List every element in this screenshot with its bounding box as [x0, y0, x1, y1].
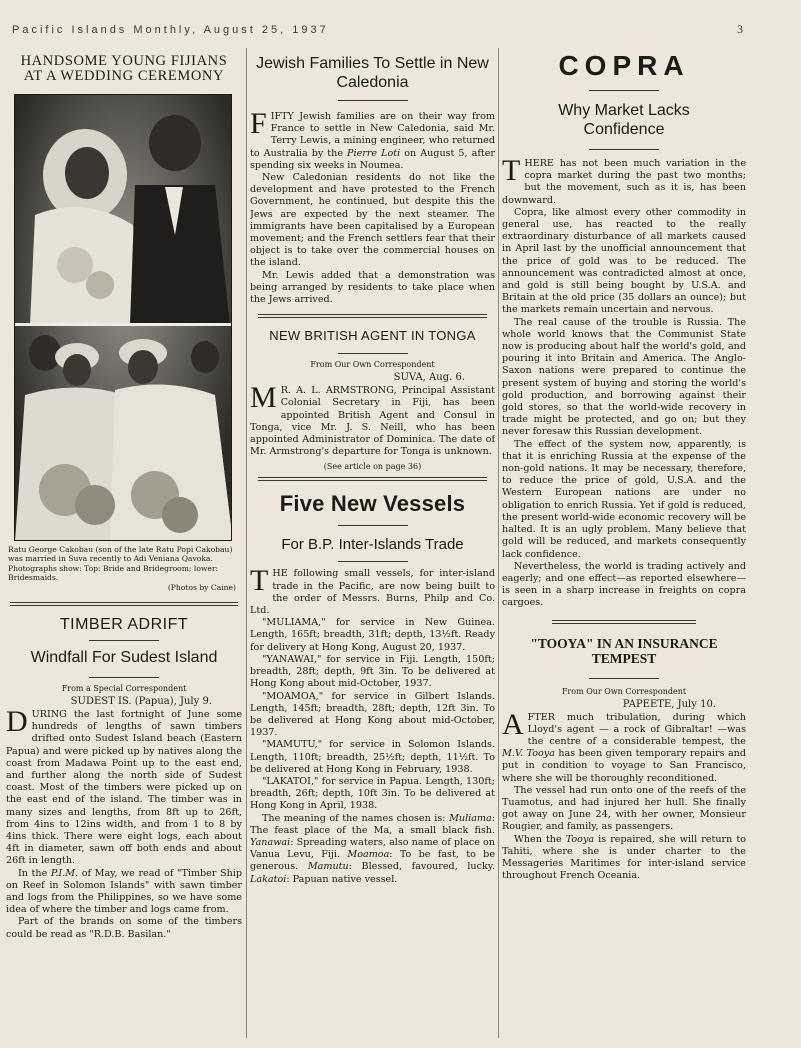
vessel-name: Lakatoi — [250, 873, 287, 885]
ship-name: M.V. Tooya — [502, 748, 555, 760]
headline-rule — [338, 525, 408, 526]
jewish-paragraph — [250, 107, 495, 172]
vessels-subhead: For B.P. Inter-Islands Trade — [281, 536, 464, 554]
tooya-byline: From Our Own Correspondent — [561, 686, 687, 696]
page-number: 3 — [737, 22, 743, 36]
vessels-paragraph: "MULIAMA," for service in New Guinea. Length, 165ft; breadth, 31ft; depth, 13½ft. Ready for delivery at Hong Kong, August 20, 1937. — [250, 617, 495, 653]
tooya-headline: "TOOYA" IN AN INSURANCE TEMPEST — [530, 635, 718, 666]
section-divider — [10, 602, 238, 606]
timber-paragraph — [6, 705, 242, 868]
agent-dateline: SUVA, Aug. 6. — [393, 372, 465, 384]
paragraph-text: When the — [514, 833, 566, 845]
paragraph-text: FTER much tribulation, during which Lloyd's agent — a rock of Gibraltar! —was the centre of a considerable tempest, the — [527, 711, 746, 747]
paragraph-text: is repaired, she will return to Tahiti, where she is under charter to the Messageries Maritimes for inter-island service throughout French Oceania. — [502, 833, 746, 882]
timber-headline: TIMBER ADRIFT — [59, 616, 189, 634]
column-1 — [6, 48, 242, 1044]
vessel-name: Yanawai — [250, 836, 291, 848]
drop-cap: D — [6, 705, 28, 739]
agent-headline: NEW BRITISH AGENT IN TONGA — [269, 328, 476, 344]
tooya-paragraph — [502, 707, 746, 785]
vessels-paragraph: "MAMUTU," for service in Solomon Islands. Length, 110ft; breadth, 25½ft; depth, 11½ft. To be delivered at Hong Kong in February, 1938. — [250, 739, 495, 775]
tooya-paragraph: The vessel had run onto one of the reefs of the Tuamotus, and had injured her hull. She finally got away on June 24, with her owner, Monsieur Rougier, and family, as passengers. — [502, 784, 746, 833]
photo-headline-line: HANDSOME YOUNG FIJIANS — [20, 53, 228, 69]
copra-subhead: Why Market Lacks Confidence — [558, 102, 690, 138]
paragraph-text: : Papuan native vessel. — [286, 873, 398, 885]
headline-rule — [89, 640, 159, 641]
vessels-paragraph — [250, 813, 495, 886]
ship-name: Pierre Loti — [347, 147, 401, 159]
paragraph-text: : To be fast, to be generous. — [250, 849, 495, 873]
vessels-paragraph: "LAKATOI," for service in Papua. Length, 130ft; breadth, 26ft; depth, 10ft 3in. To be delivered at Hong Kong in April, 1938. — [250, 775, 495, 812]
paragraph-text: : Blessed, favoured, lucky. — [348, 861, 495, 873]
headline-rule — [338, 353, 408, 354]
headline-rule — [89, 677, 159, 678]
caption-text: Ratu George Cakobau (son of the late Ratu Popi Cakobau) was married in Suva recently to Adi Veniana Qavoka. Photographs show: Top: Bride and Bridegroom; lower: Bridesmaids. — [8, 545, 233, 583]
agent-byline: From Our Own Correspondent — [310, 360, 435, 370]
section-divider — [258, 314, 487, 318]
jewish-paragraph: New Caledonian residents do not like the development and have protested to the French Government, he continued, but despite this the Jews are expected by the next steamer. The immigrants have been capitalised by a European movement; and the French settlers fear that their object is to take over the commercial houses on the island. — [250, 172, 495, 269]
paragraph-text: R. A. L. ARMSTRONG, Principal Assistant Colonial Secretary in Fiji, has been appointed British Agent and Consul in Tonga, vice Mr. J. S. Neill, who has been appointed Administrator of Dominica. The date of Mr. Armstrong's departure for Tonga is unknown. — [250, 385, 495, 458]
paragraph-text: of May, we read of "Timber Ship on Reef in Solomon Islands" with sawn timber and logs from the Philippines, so we have some idea of where the timber and logs came from. — [6, 867, 242, 916]
jewish-headline: Jewish Families To Settle in New Caledonia — [256, 55, 489, 91]
vessel-name: Mamutu — [307, 861, 349, 873]
ship-name: Tooya — [565, 833, 595, 845]
column-2 — [250, 48, 495, 1044]
photo-caption — [8, 545, 236, 592]
timber-subhead: Windfall For Sudest Island — [30, 649, 218, 667]
paragraph-text: The meaning of the names chosen is: — [262, 812, 450, 824]
copra-paragraph: The real cause of the trouble is Russia. The whole world knows that the Communist State now is producing about half the world's gold, and pouring it into Britain and America. The Anglo-Saxon nations were prepared to continue the present system of buying and storing the world's gold production, and borrowing against their gold stores, so that the world-wide recovery in trade might be protected, and go on; but they never foresaw this Russian development. — [502, 316, 746, 438]
vessels-paragraph: "MOAMOA," for service in Gilbert Islands. Length, 145ft; breadth, 28ft; depth, 12ft 3in. To be delivered at Hong Kong about mid-October, 1937. — [250, 690, 495, 739]
section-divider — [258, 477, 487, 481]
copra-paragraph: Copra, like almost every other commodity in general use, has reacted to the really extraordinary disturbance of all markets caused in April last by the unofficial announcement that the price of gold was to be reduced. The announcement was contradicted almost at once, and gold is still being bought by U.S.A. and Britain at the old price (35 dollars an ounce); but the markets remain uncertain and nervous. — [502, 206, 746, 316]
drop-cap: T — [502, 154, 521, 187]
headline-rule — [589, 90, 659, 91]
jewish-paragraph: Mr. Lewis added that a demonstration was being arranged by residents to take place when the Jews arrived. — [250, 269, 495, 306]
section-divider — [552, 620, 696, 624]
copra-headline: COPRA — [558, 50, 690, 81]
column-rule — [498, 48, 499, 1038]
paragraph-text: has been given temporary repairs and put in condition to voyage to San Francisco, where she will be thoroughly reconditioned. — [502, 748, 746, 784]
wedding-photo-image — [15, 95, 232, 541]
headline-rule — [338, 561, 408, 562]
column-rule — [246, 48, 247, 1038]
vessel-name: Muliama — [449, 812, 492, 824]
headline-rule — [589, 678, 659, 679]
tooya-dateline: PAPEETE, July 10. — [622, 698, 716, 710]
headline-rule — [589, 149, 659, 150]
column-3 — [502, 48, 746, 1044]
running-head: Pacific Islands Monthly, August 25, 1937 — [12, 24, 329, 36]
vessels-paragraph — [250, 564, 495, 617]
copra-paragraph: The effect of the system now, apparently, is that it is enriching Russia at the expense of the non-gold nations. It may be necessary, therefore, to reduce the price of gold, U.S.A. and the Western European nations are under no obligation to enrich Russia. Yet if gold is reduced, the present world-wide economic recovery will be halted. It is an ugly problem. Many believe that gold will be reduced, and markets consequently lack confidence. — [502, 438, 746, 560]
tooya-paragraph — [502, 834, 746, 883]
drop-cap: T — [250, 564, 269, 598]
timber-paragraph — [6, 868, 242, 917]
vessels-headline: Five New Vessels — [279, 491, 466, 517]
drop-cap: M — [250, 381, 277, 415]
copra-paragraph: Nevertheless, the world is trading actively and eagerly; and one effect—as reported elsewhere—is seen in a sharp increase in freights on copra cargoes. — [502, 560, 746, 609]
timber-paragraph: Part of the brands on some of the timbers could be read as "R.D.B. Basilan." — [6, 916, 242, 940]
publication-name: P.I.M. — [50, 867, 79, 879]
drop-cap: A — [502, 707, 524, 741]
cross-reference-note: (See article on page 36) — [323, 462, 422, 472]
paragraph-text: on August 5, after spending six weeks in Noumea. — [250, 147, 495, 171]
photo-headline-line: AT A WEDDING CEREMONY — [23, 68, 225, 84]
agent-paragraph — [250, 381, 495, 458]
headline-rule — [338, 100, 408, 101]
paragraph-text: : The feast place of the Ma, a small black fish. — [250, 812, 495, 836]
wedding-photograph — [14, 94, 232, 541]
drop-cap: F — [250, 107, 267, 140]
paragraph-text: HERE has not been much variation in the copra market during the past two months; but the movement, such as it is, has been downward. — [502, 158, 746, 206]
paragraph-text: : Spreading waters, also name of place on Vanua Levu, Fiji. — [250, 836, 495, 861]
vessel-name: Moamoa — [347, 849, 390, 861]
vessels-paragraph: "YANAWAI," for service in Fiji. Length, 150ft; breadth, 28ft; depth, 9ft 3in. To be delivered at Hong Kong about mid-October, 1937. — [250, 653, 495, 690]
copra-paragraph — [502, 154, 746, 207]
photo-credit: (Photos by Caine) — [167, 582, 236, 592]
paragraph-text: URING the last fortnight of June some hundreds of lengths of sawn timbers drifted onto Sudest Island beach (Eastern Papua) and were picked up by natives along the coast from Madawa Point up to the east end, and further along the north side of Sudest coast. Most of the timbers were picked up on the east end of the island. The timber was in many sizes and lengths, from 8ft up to 26ft, from 4ins to 12ins width, and from 1 to 8 by 4ins thick. There were eight logs, each about 4ft in diameter, sawn off both ends and about 26ft in length. — [6, 709, 242, 867]
paragraph-text: In the — [18, 867, 51, 879]
paragraph-text: IFTY Jewish families are on their way from France to settle in New Caledonia, said Mr. Terry Lewis, a mining engineer, who returned to Australia by the — [250, 111, 495, 159]
paragraph-text: HE following small vessels, for inter-island trade in the Pacific, are now being built to the order of Messrs. Burns, Philp and Co. Ltd. — [250, 568, 495, 617]
timber-byline: From a Special Correspondent — [61, 684, 187, 694]
timber-dateline: SUDEST IS. (Papua), July 9. — [70, 696, 212, 708]
photo-headline — [6, 54, 242, 84]
